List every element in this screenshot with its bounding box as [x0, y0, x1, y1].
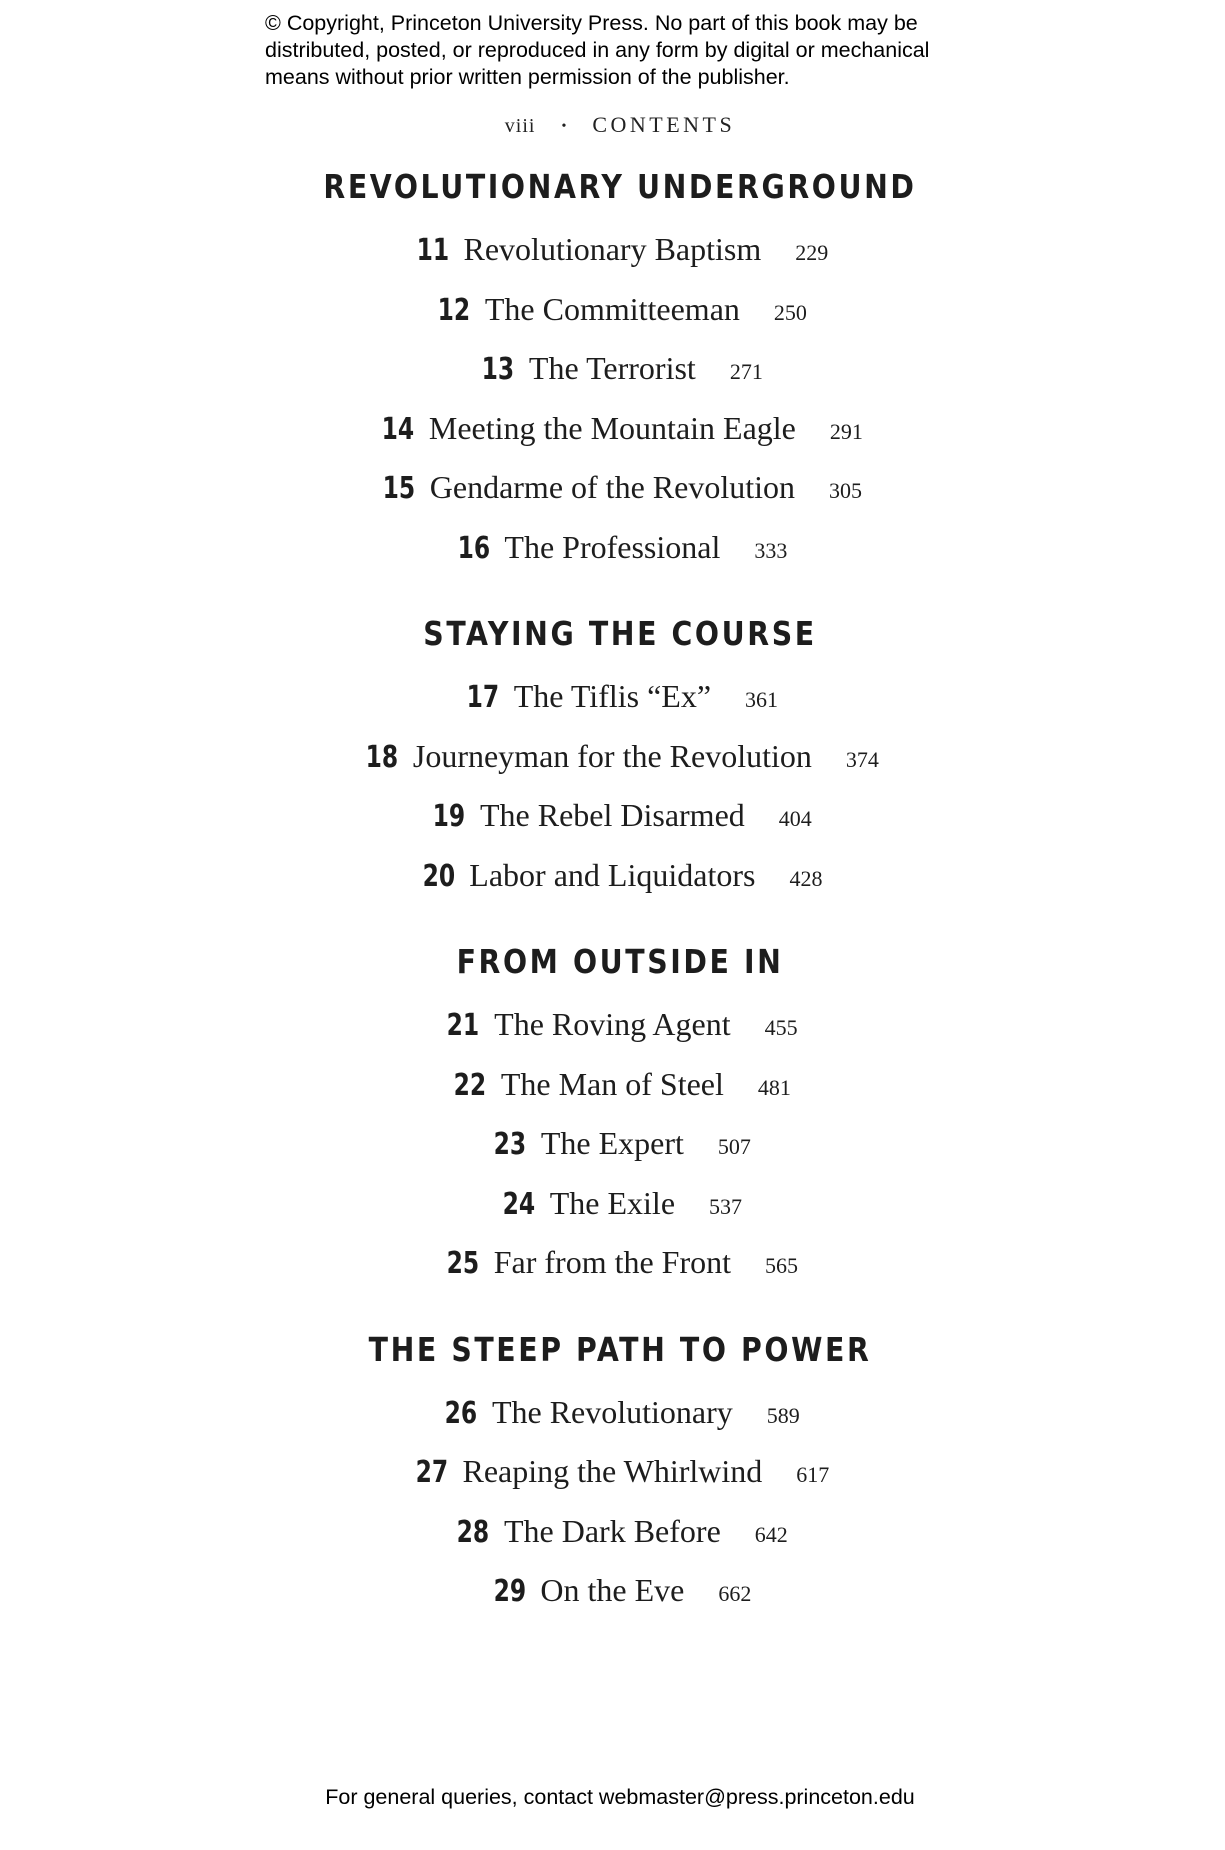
copyright-notice: © Copyright, Princeton University Press. No part of this book may be distributed, posted, or reproduced in any form by digital or mechanical means without prior written permission of the publisher. — [265, 11, 930, 89]
chapter-page: 507 — [717, 1134, 751, 1159]
chapter-title[interactable]: The Terrorist — [528, 350, 696, 386]
toc-entry[interactable] — [0, 1442, 1225, 1502]
chapter-page: 662 — [718, 1581, 752, 1606]
chapter-number: 13 — [481, 352, 515, 387]
bullet-separator: • — [561, 119, 567, 134]
toc-entry[interactable] — [0, 727, 1225, 787]
chapter-title[interactable]: Reaping the Whirlwind — [462, 1453, 763, 1489]
toc-entry[interactable] — [0, 667, 1225, 727]
chapter-title[interactable]: The Man of Steel — [500, 1065, 724, 1102]
toc-entry[interactable] — [0, 846, 1225, 906]
chapter-title[interactable]: The Exile — [549, 1184, 676, 1221]
toc-entry[interactable] — [0, 339, 1225, 399]
chapter-number: 25 — [446, 1246, 480, 1281]
toc-entry[interactable] — [0, 1561, 1225, 1621]
chapter-number: 17 — [466, 680, 500, 715]
chapter-number: 11 — [416, 233, 449, 268]
chapter-page: 642 — [754, 1521, 788, 1547]
chapter-title[interactable]: Meeting the Mountain Eagle — [428, 409, 796, 446]
chapter-number: 27 — [415, 1455, 448, 1490]
chapter-number: 14 — [381, 411, 415, 447]
toc-entry[interactable] — [0, 458, 1225, 518]
chapter-title[interactable]: The Professional — [504, 528, 721, 565]
chapter-title[interactable]: The Committeeman — [484, 290, 740, 327]
toc-entry[interactable] — [0, 518, 1225, 578]
chapter-number: 24 — [502, 1186, 536, 1222]
toc-entry[interactable] — [0, 1502, 1225, 1562]
chapter-number: 21 — [446, 1008, 480, 1043]
part-revolutionary-underground — [0, 164, 1225, 577]
running-head-title: CONTENTS — [592, 112, 736, 137]
table-of-contents — [0, 164, 1225, 1655]
chapter-page: 428 — [789, 865, 823, 891]
chapter-number: 20 — [422, 858, 455, 894]
toc-entry[interactable] — [0, 220, 1225, 280]
footer-contact: For general queries, contact webmaster@press.princeton.edu — [325, 1785, 915, 1809]
part-title: REVOLUTIONARY UNDERGROUND — [323, 167, 917, 206]
chapter-page: 333 — [754, 537, 788, 563]
chapter-page: 229 — [795, 240, 829, 265]
chapter-page: 250 — [773, 299, 807, 325]
toc-entry[interactable] — [0, 995, 1225, 1055]
chapter-number: 28 — [456, 1514, 490, 1550]
chapter-number: 26 — [444, 1395, 478, 1431]
chapter-page: 374 — [845, 746, 879, 772]
toc-entry[interactable] — [0, 1055, 1225, 1115]
toc-entry[interactable] — [0, 1114, 1225, 1174]
chapter-page: 291 — [829, 418, 863, 444]
chapter-title[interactable]: The Dark Before — [503, 1512, 721, 1549]
chapter-page: 305 — [828, 478, 862, 503]
page-number: viii — [504, 115, 536, 137]
chapter-number: 29 — [493, 1574, 526, 1609]
chapter-number: 16 — [457, 530, 490, 566]
chapter-number: 23 — [493, 1127, 527, 1162]
chapter-title[interactable]: Journeyman for the Revolution — [412, 737, 812, 774]
chapter-title[interactable]: On the Eve — [540, 1572, 685, 1608]
toc-entry[interactable] — [0, 786, 1225, 846]
chapter-title[interactable]: Far from the Front — [493, 1244, 732, 1280]
toc-entry[interactable] — [0, 1383, 1225, 1443]
chapter-title[interactable]: Revolutionary Baptism — [463, 231, 762, 267]
running-head — [0, 112, 1225, 138]
chapter-number: 18 — [365, 739, 399, 775]
toc-entry[interactable] — [0, 399, 1225, 459]
part-title: STAYING THE COURSE — [423, 614, 817, 653]
chapter-number: 15 — [382, 471, 416, 506]
chapter-title[interactable]: The Expert — [540, 1125, 684, 1161]
chapter-number: 19 — [432, 799, 466, 834]
chapter-page: 481 — [757, 1074, 791, 1100]
chapter-title[interactable]: Gendarme of the Revolution — [429, 469, 795, 505]
toc-entry[interactable] — [0, 1233, 1225, 1293]
chapter-page: 565 — [765, 1253, 799, 1278]
part-staying-the-course — [0, 611, 1225, 905]
part-title: THE STEEP PATH TO POWER — [368, 1329, 872, 1369]
part-title: FROM OUTSIDE IN — [456, 942, 784, 981]
chapter-page: 537 — [709, 1193, 743, 1219]
chapter-number: 22 — [453, 1067, 487, 1103]
chapter-title[interactable]: The Rebel Disarmed — [479, 797, 745, 833]
chapter-page: 271 — [729, 359, 763, 384]
chapter-page: 404 — [778, 806, 812, 831]
toc-entry[interactable] — [0, 1174, 1225, 1234]
chapter-title[interactable]: The Tiflis “Ex” — [513, 678, 712, 714]
toc-entry[interactable] — [0, 280, 1225, 340]
chapter-page: 617 — [796, 1462, 830, 1487]
chapter-title[interactable]: The Roving Agent — [494, 1006, 731, 1042]
chapter-title[interactable]: Labor and Liquidators — [469, 856, 756, 893]
chapter-number: 12 — [437, 292, 471, 328]
chapter-page: 361 — [745, 687, 779, 712]
part-from-outside-in — [0, 939, 1225, 1293]
chapter-title[interactable]: The Revolutionary — [491, 1393, 733, 1430]
part-the-steep-path-to-power — [0, 1327, 1225, 1621]
chapter-page: 455 — [764, 1015, 798, 1040]
chapter-page: 589 — [766, 1402, 800, 1428]
